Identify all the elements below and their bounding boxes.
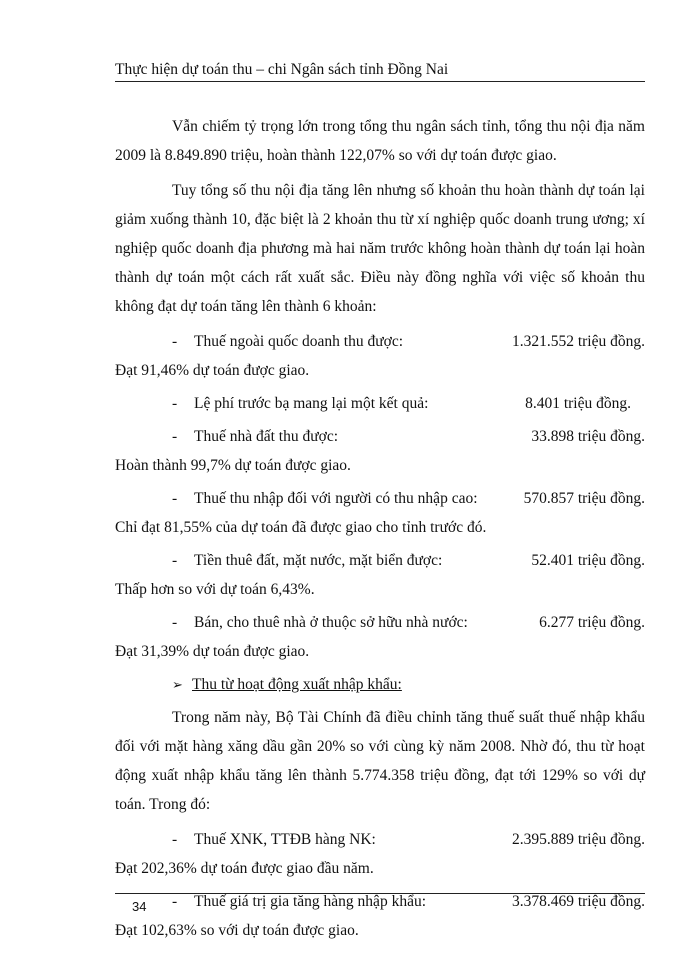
list-item — [115, 887, 645, 916]
list-item — [115, 484, 645, 513]
footer-divider — [115, 893, 645, 894]
bullet-dash: - — [172, 395, 178, 412]
item-note: Thấp hơn so với dự toán 6,43%. — [115, 581, 315, 598]
section-title: Thu từ hoạt động xuất nhập khẩu: — [192, 676, 402, 693]
header-divider — [115, 81, 645, 82]
item-note: Đạt 102,63% so với dự toán được giao. — [115, 922, 359, 939]
bullet-dash: - — [172, 614, 178, 631]
list-item — [115, 546, 645, 575]
bullet-dash: - — [172, 831, 178, 848]
paragraph-3: Trong năm này, Bộ Tài Chính đã điều chỉnh tăng thuế suất thuế nhập khẩu đối với mặt hàng xăng dầu gần 20% so với cùng kỳ năm 2008. Nhờ đó, thu từ hoạt động xuất nhập khẩu tăng lên thành 5.774.358 triệu đồng, đạt tới 129% so với dự toán. Trong đó: — [115, 709, 645, 813]
document-body — [115, 112, 645, 949]
item-label: Tiền thuê đất, mặt nước, mặt biển được: — [194, 552, 443, 569]
paragraph-2: Tuy tổng số thu nội địa tăng lên nhưng số khoản thu hoàn thành dự toán lại giảm xuống thành 10, đặc biệt là 2 khoản thu từ xí nghiệp quốc doanh trung ương; xí nghiệp quốc doanh địa phương mà hai năm trước không hoàn thành dự toán lại hoàn thành dự toán một cách rất xuất sắc. Điều này đồng nghĩa với việc số khoản thu không đạt dự toán tăng lên thành 6 khoản: — [115, 182, 645, 315]
section-heading — [115, 670, 645, 699]
list-item — [115, 327, 645, 356]
item-value: 2.395.889 triệu đồng. — [511, 831, 645, 848]
list-item — [115, 608, 645, 637]
item-label: Bán, cho thuê nhà ở thuộc sở hữu nhà nước: — [194, 614, 468, 631]
item-value: 570.857 triệu đồng. — [523, 490, 645, 507]
item-label: Thuế thu nhập đối với người có thu nhập cao: — [194, 490, 478, 507]
item-label: Lệ phí trước bạ mang lại một kết quả: — [194, 395, 429, 412]
item-value: 6.277 triệu đồng. — [539, 614, 645, 631]
arrow-bullet-icon: ➢ — [172, 677, 183, 692]
bullet-dash: - — [172, 490, 178, 507]
item-value: 33.898 triệu đồng. — [531, 428, 645, 445]
page-header: Thực hiện dự toán thu – chi Ngân sách tỉnh Đồng Nai — [115, 61, 449, 78]
bullet-dash: - — [172, 333, 178, 350]
item-value: 52.401 triệu đồng. — [531, 552, 645, 569]
item-value: 3.378.469 triệu đồng. — [511, 893, 645, 910]
item-value: 1.321.552 triệu đồng. — [511, 333, 645, 350]
item-note: Chỉ đạt 81,55% của dự toán đã được giao cho tỉnh trước đó. — [115, 519, 487, 536]
item-label: Thuế nhà đất thu được: — [194, 428, 339, 445]
item-label: Thuế ngoài quốc doanh thu được: — [194, 333, 404, 350]
bullet-dash: - — [172, 552, 178, 569]
item-note: Đạt 91,46% dự toán được giao. — [115, 362, 310, 379]
list-item — [115, 389, 645, 418]
item-value: 8.401 triệu đồng. — [525, 395, 631, 412]
list-item — [115, 825, 645, 854]
bullet-dash: - — [172, 428, 178, 445]
page-number: 34 — [132, 899, 147, 914]
paragraph-1: Vẫn chiếm tỷ trọng lớn trong tổng thu ngân sách tỉnh, tổng thu nội địa năm 2009 là 8.849.890 triệu, hoàn thành 122,07% so với dự toán được giao. — [115, 118, 645, 164]
item-label: Thuế giá trị gia tăng hàng nhập khẩu: — [194, 893, 427, 910]
item-label: Thuế XNK, TTĐB hàng NK: — [194, 831, 376, 848]
item-note: Đạt 202,36% dự toán được giao đầu năm. — [115, 860, 374, 877]
item-note: Đạt 31,39% dự toán được giao. — [115, 643, 310, 660]
item-note: Hoàn thành 99,7% dự toán được giao. — [115, 457, 351, 474]
list-item — [115, 422, 645, 451]
bullet-dash: - — [172, 893, 178, 910]
